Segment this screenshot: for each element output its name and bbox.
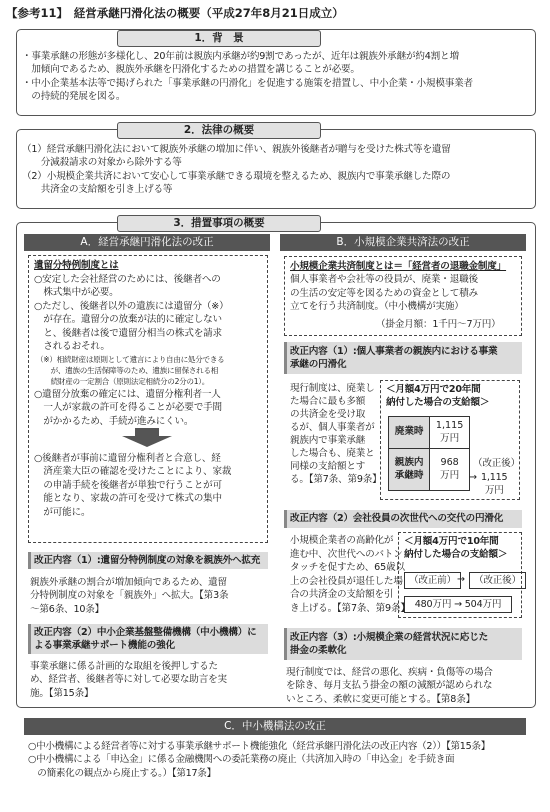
a-change-2-title: 改正内容（2）中小企業基盤整備機構（中小機構）に よる事業承継サポート機能の強化: [34, 627, 257, 652]
kyosai-intro: 小規模企業共済制度とは＝「経営者の退職金制度」 個人事業者や会社等の役員が、廃業・退職後 の生活の安定等を図るための資金として積み 立てを行う共済制度。（中小機構が実施）: [290, 261, 507, 313]
iryubun-heading: 遺留分特例制度とは: [34, 260, 119, 271]
payout-table-1-caption: ＜月額4万円で20年間 納付した場合の支給額＞: [386, 384, 490, 409]
table-cell: 廃業時: [389, 417, 430, 449]
section-2-label: 2．法律の概要: [117, 122, 321, 139]
b-change-3-text: 現行制度では、経営の悪化、疾病・負傷等の場合 を除き、毎月支払う掛金の額の減額が認められな いところ、柔軟に変更可能とする。【第8条】: [286, 667, 493, 705]
after-revision-value: 1,115 万円: [481, 472, 508, 497]
iryubun-text-2: ○遺留分放棄の確定には、遺留分権利者一人 一人が家裁の許可を得ることが必要で手間 がかかるため、手続が進みにくい。: [34, 389, 222, 427]
b-change-2-title: 改正内容（2）会社役員の次世代への交代の円滑化: [290, 513, 504, 524]
a-change-1-title: 改正内容（1）:遺留分特例制度の対象を親族外へ拡充: [34, 555, 261, 566]
table-cell: 親族内 承継時: [389, 449, 430, 491]
b-change-2-text: 小規模企業者の高齢化が 進む中、次世代へのバトン タッチを促すため、65歳以 上の会社役員が退任した場 合の共済金の支給額を引 き上げる。【第7条、第9条】: [290, 535, 410, 614]
column-c-header: C．中小機構法の改正: [24, 718, 526, 735]
after-revision-label-2: （改正後）: [469, 572, 526, 589]
a-change-2-text: 事業承継に係る計画的な取組を後押しするた め、経営者、後継者等に対して必要な助言を実 施。【第15条】: [30, 661, 227, 699]
iryubun-text: ○安定した会社経営のためには、後継者への 株式集中が必要。 ○ただし、後継者以外の遺族には遺留分（※） が存在。遺留分の放棄が法的に確定しない と、後継者は後で遺留分相当の株式を請求 されるおそれ。: [34, 274, 229, 353]
background-text: ・事業承継の形態が多様化し、20年前は親族内承継が約9割であったが、近年は親族外承継が約4割と増 加傾向であるため、親族外承継を円滑化するための措置を講じることが必要。 ・中小企業基本法等で掲げられた「事業承継の円滑化」を促進する施策を措置し、中小企業・小規模事業者 の持続的発展を図る。: [22, 51, 473, 103]
payout-values-2: 480万円 → 504万円: [404, 596, 512, 613]
b-change-1-text: 現行制度は、廃業し た場合に最も多額 の共済金を受け取 るが、個人事業者が 親族内で事業承継 した場合も、廃業と 同様の支給額とす る。【第7条、第9条】: [290, 383, 382, 485]
table-row: [389, 449, 470, 491]
table-cell: 968 万円: [430, 449, 470, 491]
before-revision-label: （改正前）: [404, 572, 461, 589]
law-outline-text: （1）経営承継円滑化法において親族外承継の増加に伴い、親族外後継者が贈与を受けた株式等を遺留 分減殺請求の対象から除外する等 （2）小規模企業共済において安心して事業承継できる環境を整えるため、親族内で事業承継した際の 共済金の支給額を引き上げる等: [22, 144, 451, 196]
page-title: 【参考11】 経営承継円滑化法の概要（平成27年8月21日成立）: [6, 6, 344, 20]
premium-range: （掛金月額：1千円〜7万円）: [376, 319, 501, 330]
down-arrow-icon: [118, 428, 176, 448]
column-a-header: A．経営承継円滑化法の改正: [24, 234, 270, 251]
payout-table-1: [388, 416, 470, 491]
iryubun-note: （※）相続財産は原則として遺言により自由に処分できる が、遺族の生活保障等のため、遺族に留保される相 続財産の一定割合（原則法定相続分の2分の1）。: [36, 355, 225, 386]
after-revision-label: （改正後）: [473, 458, 520, 469]
column-b-header: B．小規模企業共済法の改正: [280, 234, 526, 251]
c-text: ○中小機構による経営者等に対する事業承継サポート機能強化（経営承継円滑化法の改正内容（2））【第15条】 ○中小機構による「申込金」に係る金融機関への委託業務の廃止（共済加入時の「申込金」を手続き面 の簡素化の観点から廃止する。）【第17条】: [28, 741, 490, 779]
section-3-label: 3．措置事項の概要: [117, 215, 321, 232]
payout-table-2-caption: ＜月額4万円で10年間 納付した場合の支給額＞: [404, 536, 508, 561]
iryubun-text-3: ○後継者が事前に遺留分権利者と合意し、経 済産業大臣の確認を受けたことにより、家裁 の申請手続を後継者が単独で行うことが可 能となり、家裁の許可を受けて株式の集中 が可能に。: [34, 453, 232, 518]
section-1-label: 1．背 景: [117, 30, 321, 47]
b-change-1-title: 改正内容（1）:個人事業者の親族内における事業 承継の円滑化: [290, 346, 498, 371]
table-row: [389, 417, 470, 449]
arrow-right-icon: →: [457, 574, 465, 585]
table-cell: 1,115 万円: [430, 417, 470, 449]
b-change-3-title: 改正内容（3）:小規模企業の経営状況に応じた 掛金の柔軟化: [290, 632, 488, 657]
a-change-1-text: 親族外承継の割合が増加傾向であるため、遺留 分特例制度の対象を「親族外」へ拡大。【第3条 〜第6条、10条】: [30, 577, 229, 615]
arrow-right-icon: →: [469, 472, 477, 483]
